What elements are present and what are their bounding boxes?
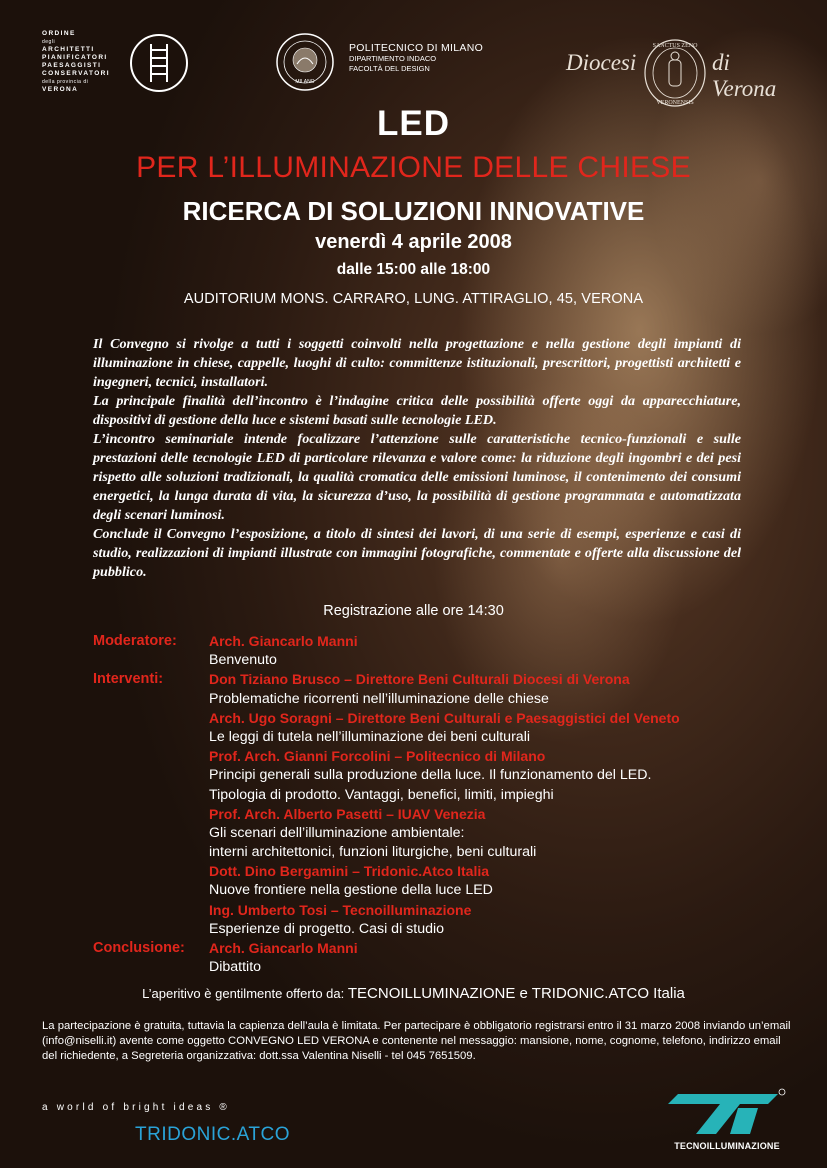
ordine-logo-line: ORDINE — [42, 30, 76, 37]
seal-top-text: SANCTUS ZENO — [652, 43, 698, 49]
tecnoilluminazione-wordmark: TECNOILLUMINAZIONE — [674, 1141, 780, 1151]
program-row — [93, 690, 793, 709]
intro-paragraph: Conclude il Convegno l’esposizione, a titolo di sintesi dei lavori, di una serie di esempi, esperienze e casi di studio, realizzazioni di impianti illustrate con immagini fotografiche, commentate e offerte alla discussione del pubblico. — [93, 526, 741, 580]
program-topic: Dibattito — [209, 959, 262, 976]
tridonic-tagline: a world of bright ideas ® — [42, 1102, 230, 1113]
aperitivo-prefix: L’aperitivo è gentilmente offerto da: — [142, 986, 345, 1001]
politecnico-seal-text: MILANO — [295, 79, 315, 85]
program-row — [93, 786, 793, 805]
intro-paragraph: La principale finalità dell’incontro è l’indagine critica delle possibilità offerte oggi da apparecchiature, dispositivi di gestione della luce e sistemi basati sulle tecnologie LED. — [93, 393, 741, 428]
registration-note: La partecipazione è gratuita, tuttavia la capienza dell’aula è limitata. Per partecipare è obbligatorio registrarsi entro il 31 marzo 2008 inviando un’email (info@niselli.it) avente come oggetto CONVEGNO LED VERONA e contenente nel messaggio: mansione, nome, cognome, telefono, indirizzo email del richiedente, a Segreteria organizzativa: dott.ssa Valentina Niselli - tel 045 7651509. — [42, 1020, 791, 1062]
program-row — [93, 651, 793, 670]
program-row — [93, 862, 793, 881]
title-subtitle: RICERCA DI SOLUZIONI INNOVATIVE — [182, 196, 645, 226]
ordine-logo-line: ARCHITETTI — [42, 46, 95, 53]
ordine-logo-text — [42, 30, 118, 94]
ladder-icon — [130, 34, 188, 92]
program-speaker: Arch. Ugo Soragni – Direttore Beni Culturali e Paesaggistici del Veneto — [209, 709, 680, 726]
ordine-logo-line: PAESAGGISTI — [42, 62, 102, 69]
program-topic: Principi generali sulla produzione della luce. Il funzionamento del LED. — [209, 767, 652, 784]
program-section-label: Conclusione: — [93, 940, 185, 956]
registration-time: Registrazione alle ore 14:30 — [323, 603, 504, 619]
ordine-logo-line: CONSERVATORI — [42, 70, 110, 77]
program-row — [93, 824, 793, 843]
program-row — [93, 632, 793, 651]
program-topic: Gli scenari dell’illuminazione ambientale: — [209, 824, 465, 841]
program-topic: Tipologia di prodotto. Vantaggi, benefici, limiti, impieghi — [209, 786, 554, 803]
program-speaker: Prof. Arch. Alberto Pasetti – IUAV Venezia — [209, 805, 486, 822]
program-row — [93, 805, 793, 824]
program-list — [93, 632, 793, 977]
program-speaker: Prof. Arch. Gianni Forcolini – Politecnico di Milano — [209, 748, 546, 765]
politecnico-line-3: FACOLTÀ DEL DESIGN — [349, 64, 430, 73]
politecnico-line-1: POLITECNICO DI MILANO — [349, 42, 484, 54]
intro-text — [93, 335, 741, 582]
program-row — [93, 901, 793, 920]
intro-paragraph: Il Convegno si rivolge a tutti i soggetti coinvolti nella progettazione e nella gestione degli impianti di illuminazione in chiese, cappelle, luoghi di culto: committenze istituzionali, prescrittori, progettisti architetti e ingegneri, tecnici, installatori. — [93, 336, 741, 390]
event-venue: AUDITORIUM MONS. CARRARO, LUNG. ATTIRAGLIO, 45, VERONA — [183, 291, 644, 307]
event-date: venerdì 4 aprile 2008 — [315, 231, 512, 253]
intro-paragraph: L’incontro seminariale intende focalizzare l’attenzione sulle caratteristiche tecnico-funzionali e sulle prestazioni delle tecnologie LED di particolare rilevanza e valore come: la riduzione degli ingombri e dei pesi rispetto alle soluzioni tradizionali, la qualità cromatica delle emissioni luminose, il contenimento dei consumi energetici, la lunga durata di vita, la sicurezza d’uso, la possibilità di gestione programmata e automatizzata degli scenari luminosi. — [93, 431, 741, 523]
program-section-label: Interventi: — [93, 671, 164, 688]
title-subtitle-red: PER L’ILLUMINAZIONE DELLE CHIESE — [136, 151, 691, 184]
program-speaker: Don Tiziano Brusco – Direttore Beni Culturali Diocesi di Verona — [209, 671, 630, 688]
program-topic: Le leggi di tutela nell’illuminazione dei beni culturali — [209, 728, 530, 745]
politecnico-logo — [275, 32, 515, 96]
seal-bottom-text: VERONENSIS — [656, 100, 694, 106]
program-topic: Esperienze di progetto. Casi di studio — [209, 920, 445, 937]
program-row — [93, 939, 793, 958]
diocesi-verona-logo — [566, 38, 791, 108]
ordine-logo-line: VERONA — [42, 86, 79, 93]
aperitivo-sponsors: TECNOILLUMINAZIONE e TRIDONIC.ATCO Italia — [347, 985, 685, 1002]
program-row — [93, 920, 793, 939]
event-time: dalle 15:00 alle 18:00 — [336, 261, 491, 278]
tridonic-atco-logo: TRIDONIC.ATCO — [135, 1124, 290, 1145]
program-topic: interni architettonici, funzioni liturgiche, beni culturali — [209, 844, 537, 861]
politecnico-text — [349, 43, 483, 74]
aperitivo-line — [0, 985, 827, 1002]
san-zeno-seal-icon — [642, 38, 708, 108]
ordine-logo-line: PIANIFICATORI — [42, 54, 108, 61]
program-row — [93, 766, 793, 785]
program-topic: Nuove frontiere nella gestione della luce LED — [209, 882, 493, 899]
program-row — [93, 709, 793, 728]
diocesi-word: Diocesi — [566, 50, 637, 75]
program-section-label: Moderatore: — [93, 633, 177, 649]
ordine-logo-line: della provincia di — [42, 79, 89, 85]
program-speaker: Arch. Giancarlo Manni — [209, 940, 358, 956]
politecnico-seal-icon — [275, 32, 335, 92]
program-row — [93, 843, 793, 862]
ordine-architetti-logo — [42, 30, 192, 100]
program-speaker: Dott. Dino Bergamini – Tridonic.Atco Italia — [209, 863, 490, 880]
ordine-logo-line: degli — [42, 39, 56, 45]
program-row — [93, 728, 793, 747]
title-led: LED — [377, 104, 450, 143]
program-row — [93, 881, 793, 900]
program-row — [93, 958, 793, 977]
program-speaker: Ing. Umberto Tosi – Tecnoilluminazione — [209, 901, 472, 918]
program-row — [93, 747, 793, 766]
di-verona-word: di Verona — [712, 50, 777, 101]
program-topic: Benvenuto — [209, 652, 277, 669]
program-speaker: Arch. Giancarlo Manni — [209, 633, 358, 649]
program-topic: Problematiche ricorrenti nell’illuminazione delle chiese — [209, 690, 549, 707]
politecnico-line-2: DIPARTIMENTO INDACO — [349, 54, 437, 63]
program-row — [93, 670, 793, 689]
